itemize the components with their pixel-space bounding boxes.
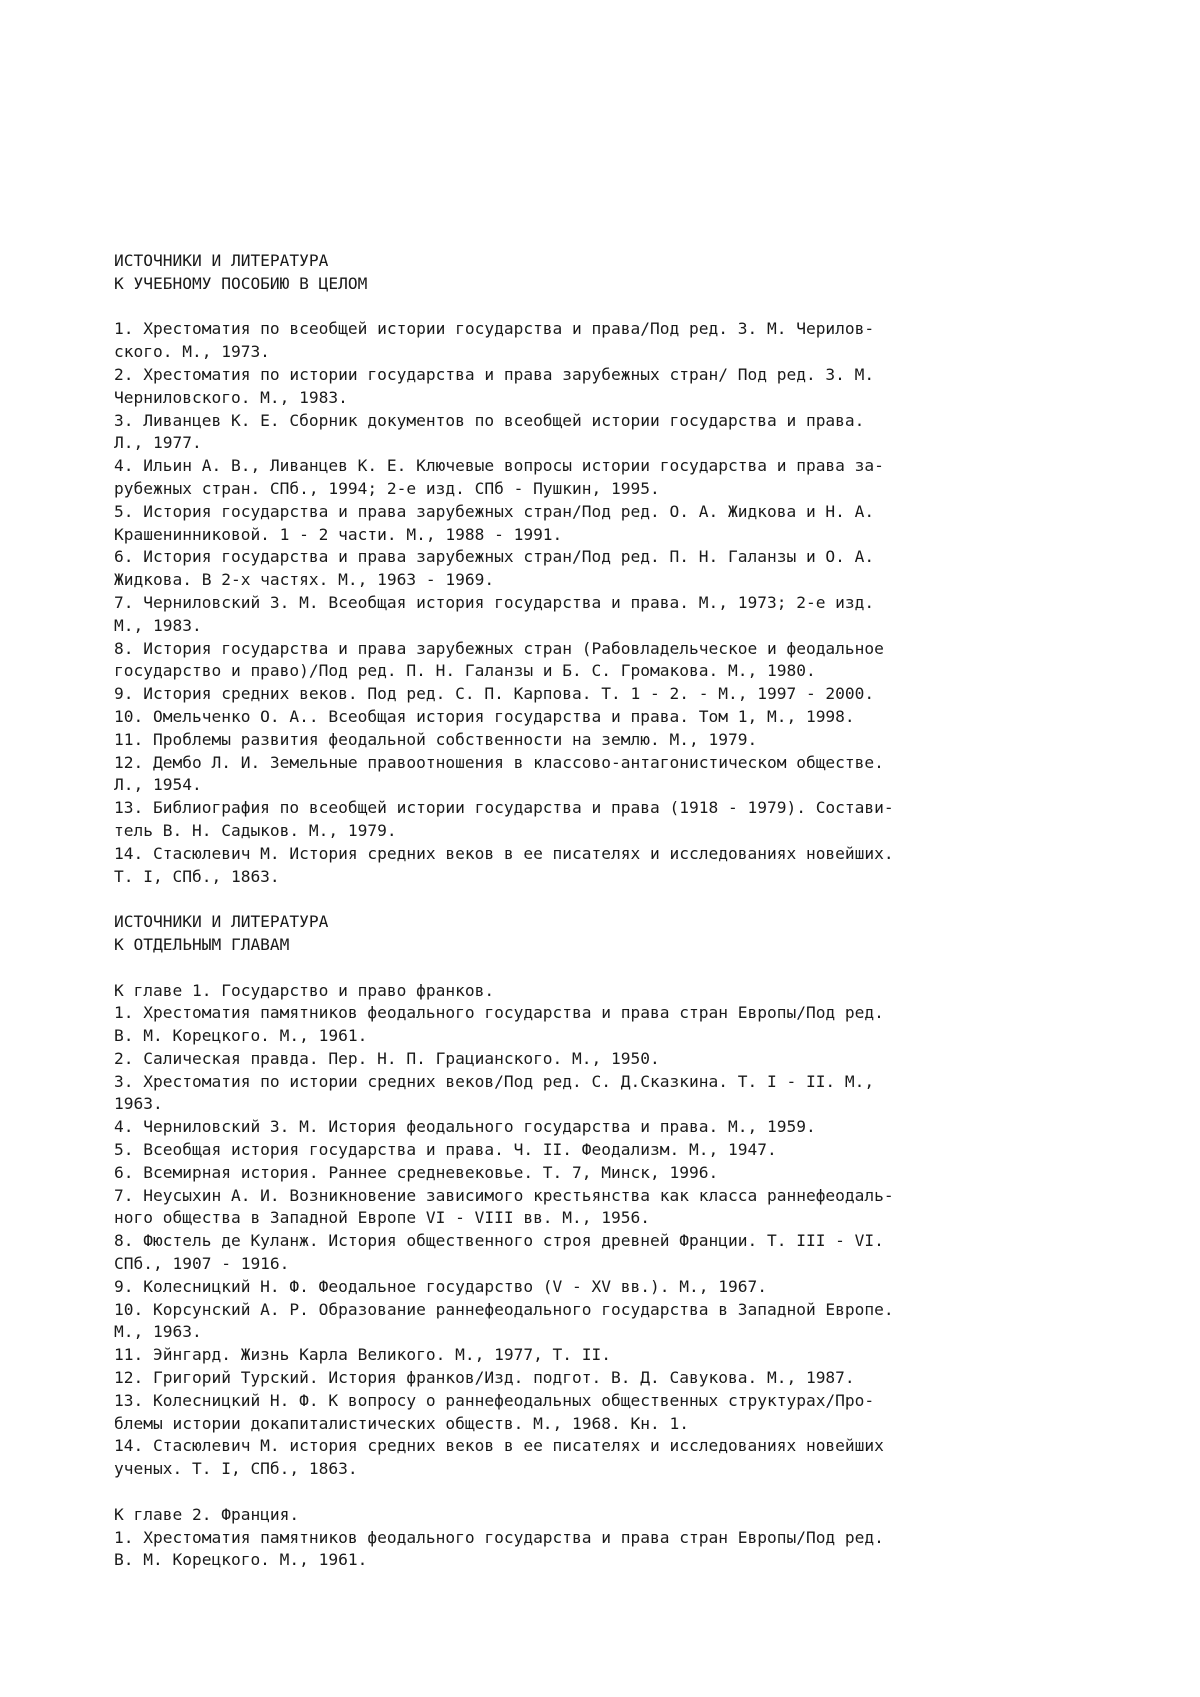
general-references-list xyxy=(114,318,1114,888)
reference-line: Жидкова. В 2-х частях. М., 1963 - 1969. xyxy=(114,570,495,590)
reference-line: рубежных стран. СПб., 1994; 2-е изд. СПб - Пушкин, 1995. xyxy=(114,478,660,498)
reference-line: 2. Хрестоматия по истории государства и права зарубежных стран/ Под ред. З. М. xyxy=(114,364,875,384)
bibliography-content xyxy=(114,250,1114,1572)
chapter-1-references-list xyxy=(114,1002,1114,1481)
reference-line: 6. История государства и права зарубежных стран/Под ред. П. Н. Галанзы и О. А. xyxy=(114,547,875,567)
section-heading-line: К УЧЕБНОМУ ПОСОБИЮ В ЦЕЛОМ xyxy=(114,273,368,293)
reference-line: 4. Ильин А. В., Ливанцев К. Е. Ключевые вопросы истории государства и права за- xyxy=(114,456,884,476)
reference-line: 8. Фюстель де Куланж. История общественного строя древней Франции. Т. III - VI. xyxy=(114,1231,884,1251)
reference-line: Л., 1977. xyxy=(114,433,202,453)
reference-line: Черниловского. М., 1983. xyxy=(114,387,348,407)
reference-line: В. М. Корецкого. М., 1961. xyxy=(114,1026,368,1046)
reference-line: М., 1963. xyxy=(114,1322,202,1342)
chapter-2-title: К главе 2. Франция. xyxy=(114,1504,300,1524)
reference-line: 13. Колесницкий Н. Ф. К вопросу о раннефеодальных общественных структурах/Про- xyxy=(114,1390,875,1410)
reference-line: 7. Черниловский З. М. Всеобщая история государства и права. М., 1973; 2-е изд. xyxy=(114,592,875,612)
reference-line: СПб., 1907 - 1916. xyxy=(114,1254,290,1274)
reference-line: ного общества в Западной Европе VI - VIII вв. М., 1956. xyxy=(114,1208,651,1228)
section-general-heading xyxy=(114,250,1114,296)
reference-line: 9. История средних веков. Под ред. С. П. Карпова. Т. 1 - 2. - М., 1997 - 2000. xyxy=(114,684,875,704)
reference-line: 5. Всеобщая история государства и права. Ч. II. Феодализм. М., 1947. xyxy=(114,1140,777,1160)
chapter-1-title: К главе 1. Государство и право франков. xyxy=(114,980,495,1000)
reference-line: 11. Эйнгард. Жизнь Карла Великого. М., 1977, Т. II. xyxy=(114,1345,612,1365)
reference-line: блемы истории докапиталистических обществ. М., 1968. Кн. 1. xyxy=(114,1413,689,1433)
reference-line: 3. Ливанцев К. Е. Сборник документов по всеобщей истории государства и права. xyxy=(114,410,865,430)
reference-line: 10. Корсунский А. Р. Образование раннефеодального государства в Западной Европе. xyxy=(114,1299,894,1319)
section-heading-line: ИСТОЧНИКИ И ЛИТЕРАТУРА xyxy=(114,912,329,932)
chapter-2-references-list xyxy=(114,1527,1114,1573)
reference-line: 6. Всемирная история. Раннее средневековье. Т. 7, Минск, 1996. xyxy=(114,1162,719,1182)
reference-line: Л., 1954. xyxy=(114,775,202,795)
blank-line xyxy=(114,888,1114,911)
reference-line: 5. История государства и права зарубежных стран/Под ред. О. А. Жидкова и Н. А. xyxy=(114,501,875,521)
reference-line: тель В. Н. Садыков. М., 1979. xyxy=(114,820,397,840)
section-chapters-heading xyxy=(114,911,1114,957)
reference-line: 12. Дембо Л. И. Земельные правоотношения в классово-антагонистическом обществе. xyxy=(114,752,884,772)
reference-line: 14. Стасюлевич М. история средних веков в ее писателях и исследованиях новейших xyxy=(114,1436,884,1456)
reference-line: Т. I, СПб., 1863. xyxy=(114,866,280,886)
blank-line xyxy=(114,296,1114,319)
blank-line xyxy=(114,957,1114,980)
reference-line: 4. Черниловский З. М. История феодального государства и права. М., 1959. xyxy=(114,1117,816,1137)
reference-line: 11. Проблемы развития феодальной собственности на землю. М., 1979. xyxy=(114,729,758,749)
reference-line: ученых. Т. I, СПб., 1863. xyxy=(114,1459,358,1479)
reference-line: 1. Хрестоматия по всеобщей истории государства и права/Под ред. З. М. Черилов- xyxy=(114,319,875,339)
reference-line: 14. Стасюлевич М. История средних веков в ее писателях и исследованиях новейших. xyxy=(114,843,894,863)
blank-line xyxy=(114,1481,1114,1504)
reference-line: 8. История государства и права зарубежных стран (Рабовладельческое и феодальное xyxy=(114,638,884,658)
section-heading-line: ИСТОЧНИКИ И ЛИТЕРАТУРА xyxy=(114,251,329,270)
reference-line: 1963. xyxy=(114,1094,163,1114)
reference-line: Крашенинниковой. 1 - 2 части. М., 1988 - 1991. xyxy=(114,524,563,544)
reference-line: В. М. Корецкого. М., 1961. xyxy=(114,1550,368,1570)
reference-line: М., 1983. xyxy=(114,615,202,635)
reference-line: 12. Григорий Турский. История франков/Изд. подгот. В. Д. Савукова. М., 1987. xyxy=(114,1368,855,1388)
reference-line: государство и право)/Под ред. П. Н. Галанзы и Б. С. Громакова. М., 1980. xyxy=(114,661,816,681)
reference-line: 7. Неусыхин А. И. Возникновение зависимого крестьянства как класса раннефеодаль- xyxy=(114,1185,894,1205)
reference-line: 10. Омельченко О. А.. Всеобщая история государства и права. Том 1, М., 1998. xyxy=(114,706,855,726)
reference-line: 1. Хрестоматия памятников феодального государства и права стран Европы/Под ред. xyxy=(114,1003,884,1023)
reference-line: 13. Библиография по всеобщей истории государства и права (1918 - 1979). Состави- xyxy=(114,798,894,818)
reference-line: 3. Хрестоматия по истории средних веков/Под ред. С. Д.Сказкина. Т. I - II. М., xyxy=(114,1071,875,1091)
section-heading-line: К ОТДЕЛЬНЫМ ГЛАВАМ xyxy=(114,934,290,954)
reference-line: ского. М., 1973. xyxy=(114,342,270,362)
reference-line: 1. Хрестоматия памятников феодального государства и права стран Европы/Под ред. xyxy=(114,1527,884,1547)
reference-line: 9. Колесницкий Н. Ф. Феодальное государство (V - XV вв.). М., 1967. xyxy=(114,1276,767,1296)
reference-line: 2. Салическая правда. Пер. Н. П. Грацианского. М., 1950. xyxy=(114,1048,660,1068)
